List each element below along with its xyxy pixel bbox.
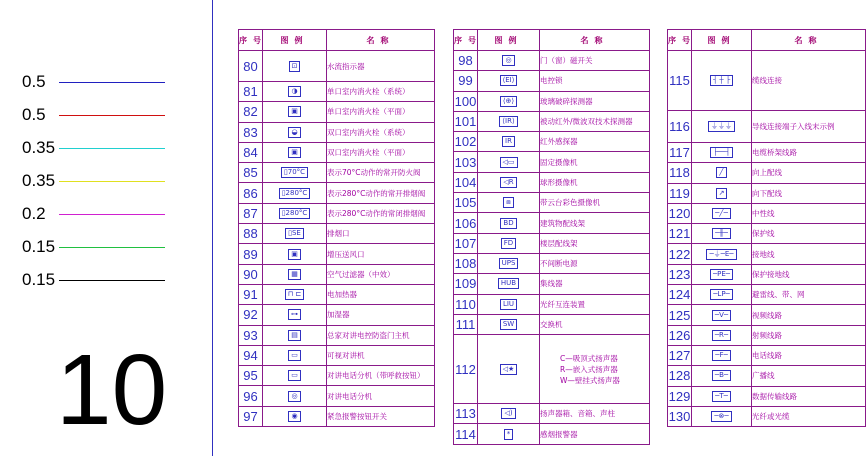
row-number: 90 <box>239 264 263 284</box>
symbol-name: 表示70°C动作的常开防火阀 <box>327 163 435 183</box>
symbol-cell <box>692 143 752 163</box>
legend-color-line <box>59 148 165 149</box>
legend-symbol-icon: FD <box>501 238 516 249</box>
symbol-cell <box>478 314 540 334</box>
table-row <box>239 345 435 365</box>
legend-symbol-icon: ─╱─ <box>712 208 731 219</box>
legend-symbol-icon: BD <box>500 218 516 229</box>
table-row <box>454 335 650 404</box>
table-row <box>239 122 435 142</box>
symbol-name: 被动红外/微波双技术探测器 <box>540 111 650 131</box>
symbol-name: 保护接地线 <box>752 264 866 284</box>
table-row <box>454 253 650 273</box>
row-number: 119 <box>668 183 692 203</box>
row-number: 97 <box>239 406 263 426</box>
symbol-table-3 <box>667 29 866 427</box>
table-row <box>454 274 650 294</box>
legend-symbol-icon: ▦ <box>288 269 301 280</box>
legend-symbol-icon: ◁R <box>500 177 516 188</box>
legend-symbol-icon: ◁★ <box>500 364 518 375</box>
legend-symbol-icon: ▯280°C <box>279 208 311 219</box>
legend-symbol-icon: ▣ <box>288 106 301 117</box>
symbol-name: 避雷线、带、网 <box>752 285 866 305</box>
table-row <box>668 345 866 365</box>
symbol-name: 空气过滤器（中效） <box>327 264 435 284</box>
row-number: 87 <box>239 203 263 223</box>
table-row <box>454 193 650 213</box>
table-row <box>454 172 650 192</box>
symbol-table-2 <box>453 29 650 445</box>
symbol-cell <box>263 264 327 284</box>
row-number: 118 <box>668 163 692 183</box>
page-divider-line <box>212 0 213 456</box>
symbol-cell <box>692 163 752 183</box>
table-row <box>454 424 650 444</box>
table-row <box>668 143 866 163</box>
symbol-name: 接地线 <box>752 244 866 264</box>
symbol-name: 中性线 <box>752 203 866 223</box>
header-no: 序号 <box>668 30 692 51</box>
symbol-cell <box>263 163 327 183</box>
row-number: 88 <box>239 224 263 244</box>
legend-weight-label: 0.5 <box>22 72 46 91</box>
legend-symbol-icon: ⧈ <box>503 197 513 208</box>
symbol-cell <box>692 325 752 345</box>
legend-symbol-icon: ─⏚─E─ <box>706 249 736 260</box>
table-row <box>668 183 866 203</box>
row-number: 98 <box>454 51 478 71</box>
row-number: 112 <box>454 335 478 404</box>
symbol-cell <box>478 404 540 424</box>
table-row <box>454 111 650 131</box>
symbol-name: 广播线 <box>752 366 866 386</box>
symbol-name: 排烟口 <box>327 224 435 244</box>
row-number: 83 <box>239 122 263 142</box>
symbol-name: 保护线 <box>752 224 866 244</box>
row-number: 105 <box>454 193 478 213</box>
legend-symbol-icon: ◎ <box>502 55 514 66</box>
symbol-cell <box>692 203 752 223</box>
symbol-cell <box>478 152 540 172</box>
table-row <box>454 91 650 111</box>
row-number: 109 <box>454 274 478 294</box>
symbol-name: 单口室内消火栓（系统） <box>327 82 435 102</box>
legend-symbol-icon: HUB <box>498 278 519 289</box>
row-number: 81 <box>239 82 263 102</box>
table-row <box>668 111 866 143</box>
symbol-name: 玻璃破碎探测器 <box>540 91 650 111</box>
symbol-name: 红外感探器 <box>540 132 650 152</box>
symbol-name: 建筑物配线架 <box>540 213 650 233</box>
legend-color-line <box>59 247 165 248</box>
header-name: 名称 <box>540 30 650 51</box>
legend-symbol-icon: ▭ <box>288 370 301 381</box>
row-number: 86 <box>239 183 263 203</box>
table-row <box>239 51 435 82</box>
symbol-cell <box>263 51 327 82</box>
symbol-name: 表示280°C动作的常闭排烟阀 <box>327 203 435 223</box>
row-number: 95 <box>239 366 263 386</box>
legend-symbol-icon: ⟨⊕⟩ <box>500 96 517 107</box>
symbol-cell <box>692 285 752 305</box>
symbol-cell <box>478 71 540 91</box>
symbol-name: 交换机 <box>540 314 650 334</box>
symbol-cell <box>692 386 752 406</box>
symbol-cell <box>478 233 540 253</box>
symbol-cell <box>263 102 327 122</box>
legend-symbol-icon: ─B─ <box>712 370 731 381</box>
legend-color-line <box>59 280 165 281</box>
symbol-name: 总家对讲电控防盗门主机 <box>327 325 435 345</box>
row-number: 115 <box>668 51 692 111</box>
row-number: 94 <box>239 345 263 365</box>
symbol-cell <box>692 406 752 426</box>
symbol-name: 向下配线 <box>752 183 866 203</box>
legend-weight-label: 0.2 <box>22 204 46 223</box>
row-number: 114 <box>454 424 478 444</box>
row-number: 122 <box>668 244 692 264</box>
symbol-cell <box>692 224 752 244</box>
row-number: 126 <box>668 325 692 345</box>
legend-symbol-icon: ◎ <box>288 391 300 402</box>
table-row <box>239 163 435 183</box>
row-number: 111 <box>454 314 478 334</box>
symbol-cell <box>263 305 327 325</box>
legend-weight-label: 0.5 <box>22 105 46 124</box>
symbol-name: 视频线路 <box>752 305 866 325</box>
legend-symbol-icon: LIU <box>500 299 517 310</box>
legend-color-line <box>59 214 165 215</box>
row-number: 93 <box>239 325 263 345</box>
table-row <box>239 264 435 284</box>
table-row <box>668 264 866 284</box>
legend-symbol-icon: ─PE─ <box>710 269 733 280</box>
legend-symbol-icon: ⟨EI⟩ <box>500 75 518 86</box>
table-row <box>454 51 650 71</box>
legend-symbol-icon: ─R─ <box>712 330 731 341</box>
header-no: 序号 <box>454 30 478 51</box>
legend-symbol-icon: IR <box>502 136 515 147</box>
symbol-name: 水流指示器 <box>327 51 435 82</box>
symbol-subtype: R—嵌入式扬声器 <box>560 364 618 374</box>
symbol-name: 射频线路 <box>752 325 866 345</box>
legend-symbol-icon: ─T─ <box>712 391 731 402</box>
symbol-subtype: C—吸顶式扬声器 <box>560 353 618 363</box>
symbol-name: 表示280°C动作的常开排烟阀 <box>327 183 435 203</box>
row-number: 129 <box>668 386 692 406</box>
legend-symbol-icon: ┤ ┼ ├ <box>710 75 733 86</box>
table-row <box>239 366 435 386</box>
table-row <box>668 51 866 111</box>
symbol-name: 双口室内消火栓（系统） <box>327 122 435 142</box>
table-row <box>239 183 435 203</box>
row-number: 99 <box>454 71 478 91</box>
legend-symbol-icon: ◁) <box>501 408 515 419</box>
symbol-cell <box>263 406 327 426</box>
symbol-name: 固定摄像机 <box>540 152 650 172</box>
header-name: 名称 <box>752 30 866 51</box>
symbol-name: 扬声器箱、音箱、声柱 <box>540 404 650 424</box>
header-icon: 图例 <box>478 30 540 51</box>
symbol-cell <box>263 224 327 244</box>
header-name: 名称 <box>327 30 435 51</box>
symbol-cell <box>263 284 327 304</box>
legend-symbol-icon: ▣ <box>288 249 301 260</box>
row-number: 92 <box>239 305 263 325</box>
table-row <box>668 366 866 386</box>
header-icon: 图例 <box>692 30 752 51</box>
symbol-cell <box>263 325 327 345</box>
table-row <box>454 233 650 253</box>
legend-symbol-icon: ◒ <box>288 127 300 138</box>
row-number: 113 <box>454 404 478 424</box>
table-row <box>454 314 650 334</box>
table-row <box>239 224 435 244</box>
legend-weight-label: 0.35 <box>22 138 56 157</box>
row-number: 96 <box>239 386 263 406</box>
legend-symbol-icon: ↗ <box>716 188 728 199</box>
row-number: 84 <box>239 142 263 162</box>
symbol-cell <box>692 366 752 386</box>
table-row <box>239 203 435 223</box>
row-number: 127 <box>668 345 692 365</box>
row-number: 120 <box>668 203 692 223</box>
legend-weight-label: 0.35 <box>22 171 56 190</box>
row-number: 82 <box>239 102 263 122</box>
symbol-cell <box>478 253 540 273</box>
page-number: 10 <box>56 334 168 446</box>
symbol-cell <box>692 244 752 264</box>
symbol-name: 门（窗）磁开关 <box>540 51 650 71</box>
legend-symbol-icon: UPS <box>499 258 519 269</box>
row-number: 104 <box>454 172 478 192</box>
table-row <box>668 285 866 305</box>
symbol-table-1 <box>238 29 435 427</box>
table-row <box>668 325 866 345</box>
legend-symbol-icon: ◁▭ <box>500 157 518 168</box>
legend-weight-label: 0.15 <box>22 237 56 256</box>
symbol-name: 加湿器 <box>327 305 435 325</box>
symbol-cell <box>263 142 327 162</box>
symbol-name: 球形摄像机 <box>540 172 650 192</box>
symbol-name: 单口室内消火栓（平面） <box>327 102 435 122</box>
table-row <box>454 404 650 424</box>
legend-symbol-icon: ├──┤ <box>710 147 733 158</box>
symbol-cell <box>263 82 327 102</box>
legend-symbol-icon: ⊓ ⊏ <box>285 289 305 300</box>
symbol-cell <box>692 51 752 111</box>
row-number: 110 <box>454 294 478 314</box>
symbol-cell <box>263 203 327 223</box>
symbol-name: 紧急报警按钮开关 <box>327 406 435 426</box>
table-row <box>668 224 866 244</box>
row-number: 128 <box>668 366 692 386</box>
symbol-cell <box>263 122 327 142</box>
legend-symbol-icon: ▯70°C <box>281 167 308 178</box>
table-row <box>668 305 866 325</box>
symbol-cell <box>692 305 752 325</box>
symbol-cell <box>692 111 752 143</box>
row-number: 100 <box>454 91 478 111</box>
legend-symbol-icon: ▭ <box>288 350 301 361</box>
legend-symbol-icon: * <box>504 429 514 440</box>
symbol-name: 电话线路 <box>752 345 866 365</box>
symbol-cell <box>692 183 752 203</box>
legend-symbol-icon: ─F─ <box>712 350 730 361</box>
legend-symbol-icon: ⊶ <box>288 309 301 320</box>
legend-symbol-icon: ─╫─ <box>712 228 731 239</box>
symbol-cell <box>478 294 540 314</box>
table-row <box>239 284 435 304</box>
legend-symbol-icon: ▤ <box>288 330 301 341</box>
symbol-name: 向上配线 <box>752 163 866 183</box>
legend-symbol-icon: ▯SE <box>285 228 304 239</box>
table-row <box>239 82 435 102</box>
table-row <box>668 203 866 223</box>
legend-symbol-icon: ◑ <box>288 86 300 97</box>
row-number: 101 <box>454 111 478 131</box>
row-number: 125 <box>668 305 692 325</box>
table-row <box>239 142 435 162</box>
symbol-cell <box>478 335 540 404</box>
symbol-cell <box>263 386 327 406</box>
table-row <box>239 325 435 345</box>
table-row <box>239 244 435 264</box>
symbol-cell <box>478 91 540 111</box>
symbol-name: 对讲电话分机（带呼救按钮） <box>327 366 435 386</box>
table-row <box>454 152 650 172</box>
symbol-cell <box>263 366 327 386</box>
symbol-name: 电缆桥架线路 <box>752 143 866 163</box>
table-row <box>668 386 866 406</box>
table-row <box>454 213 650 233</box>
symbol-name: 增压送风口 <box>327 244 435 264</box>
legend-symbol-icon: ─LP─ <box>710 289 733 300</box>
symbol-name: 不间断电源 <box>540 253 650 273</box>
row-number: 117 <box>668 143 692 163</box>
table-row <box>454 71 650 91</box>
symbol-name: 楼层配线架 <box>540 233 650 253</box>
legend-symbol-icon: ◉ <box>288 411 300 422</box>
row-number: 107 <box>454 233 478 253</box>
symbol-cell <box>692 264 752 284</box>
row-number: 130 <box>668 406 692 426</box>
row-number: 124 <box>668 285 692 305</box>
symbol-cell <box>478 274 540 294</box>
legend-symbol-icon: ⊡ <box>289 61 301 72</box>
symbol-name: 集线器 <box>540 274 650 294</box>
table-row <box>239 305 435 325</box>
symbol-cell <box>478 424 540 444</box>
row-number: 108 <box>454 253 478 273</box>
legend-symbol-icon: SW <box>500 319 517 330</box>
symbol-cell <box>478 172 540 192</box>
legend-symbol-icon: ⏚⏚⏚ <box>708 121 735 132</box>
legend-color-line <box>59 115 165 116</box>
symbol-name: 导线连接端子入线末示例 <box>752 111 866 143</box>
header-no: 序号 <box>239 30 263 51</box>
table-row <box>239 102 435 122</box>
symbol-name <box>540 335 650 404</box>
row-number: 123 <box>668 264 692 284</box>
header-icon: 图例 <box>263 30 327 51</box>
symbol-cell <box>478 111 540 131</box>
symbol-name: 感烟报警器 <box>540 424 650 444</box>
legend-symbol-icon: ⟨IR⟩ <box>499 116 517 127</box>
legend-color-line <box>59 181 165 182</box>
table-row <box>454 132 650 152</box>
legend-weight-label: 0.15 <box>22 270 56 289</box>
table-row <box>668 406 866 426</box>
symbol-cell <box>263 345 327 365</box>
row-number: 91 <box>239 284 263 304</box>
table-row <box>239 386 435 406</box>
symbol-name: 可视对讲机 <box>327 345 435 365</box>
symbol-cell <box>478 132 540 152</box>
symbol-cell <box>478 213 540 233</box>
row-number: 80 <box>239 51 263 82</box>
row-number: 85 <box>239 163 263 183</box>
legend-symbol-icon: ╱ <box>716 167 726 178</box>
legend-symbol-icon: ▣ <box>288 147 301 158</box>
symbol-name: 电控锁 <box>540 71 650 91</box>
symbol-name: 双口室内消火栓（平面） <box>327 142 435 162</box>
symbol-cell <box>478 193 540 213</box>
legend-symbol-icon: ─⊗─ <box>711 411 731 422</box>
row-number: 121 <box>668 224 692 244</box>
symbol-name: 对讲电话分机 <box>327 386 435 406</box>
symbol-name: 光纤或光缆 <box>752 406 866 426</box>
row-number: 116 <box>668 111 692 143</box>
table-row <box>454 294 650 314</box>
legend-color-line <box>59 82 165 83</box>
table-row <box>668 163 866 183</box>
row-number: 89 <box>239 244 263 264</box>
symbol-name: 缆线连接 <box>752 51 866 111</box>
row-number: 102 <box>454 132 478 152</box>
symbol-name: 电加热器 <box>327 284 435 304</box>
table-row <box>668 244 866 264</box>
symbol-name: 带云台彩色摄像机 <box>540 193 650 213</box>
symbol-cell <box>478 51 540 71</box>
symbol-name: 数据传输线路 <box>752 386 866 406</box>
symbol-cell <box>692 345 752 365</box>
row-number: 103 <box>454 152 478 172</box>
symbol-cell <box>263 244 327 264</box>
symbol-cell <box>263 183 327 203</box>
row-number: 106 <box>454 213 478 233</box>
legend-symbol-icon: ▯280°C <box>279 188 311 199</box>
symbol-name: 光纤互连装置 <box>540 294 650 314</box>
legend-symbol-icon: ─V─ <box>712 310 731 321</box>
symbol-subtype: W—壁挂式扬声器 <box>560 375 620 385</box>
table-row <box>239 406 435 426</box>
